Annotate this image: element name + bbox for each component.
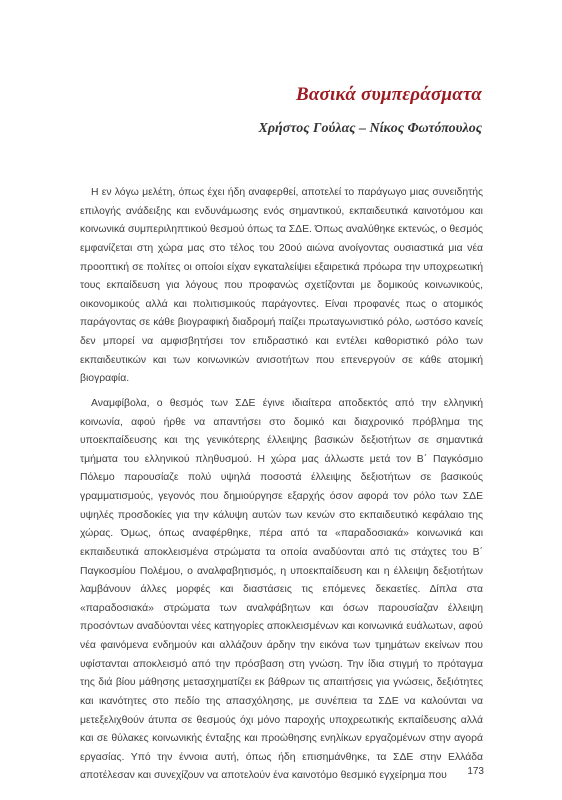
paragraph-1: Η εν λόγω μελέτη, όπως έχει ήδη αναφερθεί, αποτελεί το παράγωγο μιας συνειδητής επιλογής ανάδειξης και ενδυνάμωσης ενός σημαντικού, εκπαιδευτικά καινοτόμου και κοινωνικά συμπεριληπτικού θεσμού όπως τα ΣΔΕ. Όπως αναλύθηκε εκτενώς, ο θεσμός εμφανίζεται στη χώρα μας στο τέλος του 20ού αιώνα ανοίγοντας ουσιαστικά μια νέα προοπτική σε πολίτες οι οποίοι είχαν εγκαταλείψει εξαιρετικά πρόωρα την υποχρεωτική τους εκπαίδευση για λόγους που προφανώς σχετίζονται με δομικούς κοινωνικούς, οικονομικούς αλλά και πολιτισμικούς παράγοντες. Είναι προφανές πως ο ατομικός παράγοντας σε κάθε βιογραφική διαδρομή παίζει πρωταγωνιστικό ρόλο, ωστόσο κανείς δεν μπορεί να αμφισβητήσει τον επιδραστικό και εντέλει καθοριστικό ρόλο των εκπαιδευτικών και των κοινωνικών ανισοτήτων που επενεργούν σε κάθε ατομική βιογραφία. xyxy=(80,187,483,385)
page-number: 173 xyxy=(467,766,484,777)
body-text xyxy=(80,184,483,792)
chapter-authors: Χρήστος Γούλας – Νίκος Φωτόπουλος xyxy=(258,121,482,136)
chapter-title: Βασικά συμπεράσματα xyxy=(295,84,482,105)
paragraph-2: Αναμφίβολα, ο θεσμός των ΣΔΕ έγινε ιδιαίτερα αποδεκτός από την ελληνική κοινωνία, αφού ήρθε να απαντήσει στο δομικό και διαχρονικό πρόβλημα της υποεκπαίδευσης και της γενικότερης έλλειψης βασικών δεξιοτήτων σε σημαντικά τμήματα του ελληνικού πληθυσμού. Η χώρα μας άλλωστε μετά τον Β΄ Παγκόσμιο Πόλεμο παρουσίαζε πολύ υψηλά ποσοστά έλλειψης δεξιοτήτων σε βασικούς γραμματισμούς, γεγονός που δημιούργησε εξαρχής όσον αφορά τον ρόλο των ΣΔΕ υψηλές προσδοκίες για την κάλυψη αυτών των κενών στο εκπαιδευτικό κεφάλαιο της χώρας. Όμως, όπως αναφέρθηκε, πέρα από τα «παραδοσιακά» κοινωνικά και εκπαιδευτικά αποκλεισμένα στρώματα τα οποία αναδύονται από τις στάχτες του Β΄ Παγκοσμίου Πολέμου, ο αναλφαβητισμός, η υποεκπαίδευση και η έλλειψη δεξιοτήτων λαμβάνουν άλλες μορφές και διαστάσεις τις επόμενες δεκαετίες. Δίπλα στα «παραδοσιακά» στρώματα των αναλφάβητων και όσων παρουσίαζαν έλλειψη προσόντων αναδύονται νέες κατηγορίες αποκλεισμένων και κοινωνικά ευάλωτων, αφού νέα φαινόμενα ενδημούν και αλλάζουν άρδην την εικόνα των τμημάτων εκείνων που υφίστανται αποκλεισμό από την πρόσβαση στη γνώση. Την ίδια στιγμή το πρόταγμα της διά βίου μάθησης μετασχηματίζει εκ βάθρων τις απαιτήσεις για γνώσεις, δεξιότητες και ικανότητες στο πεδίο της απασχόλησης, με συνέπεια τα ΣΔΕ να καλούνται να μετεξελιχθούν άτυπα σε θεσμούς όχι μόνο παροχής υποχρεωτικής εκπαίδευσης αλλά και σε θύλακες κοινωνικής ένταξης και προώθησης ενηλίκων εργαζομένων στην αγορά εργασίας. Υπό την έννοια αυτή, όπως ήδη επισημάνθηκε, τα ΣΔΕ στην Ελλάδα αποτέλεσαν και συνεχίζουν να αποτελούν ένα καινοτόμο θεσμικό εγχείρημα που xyxy=(80,397,483,782)
